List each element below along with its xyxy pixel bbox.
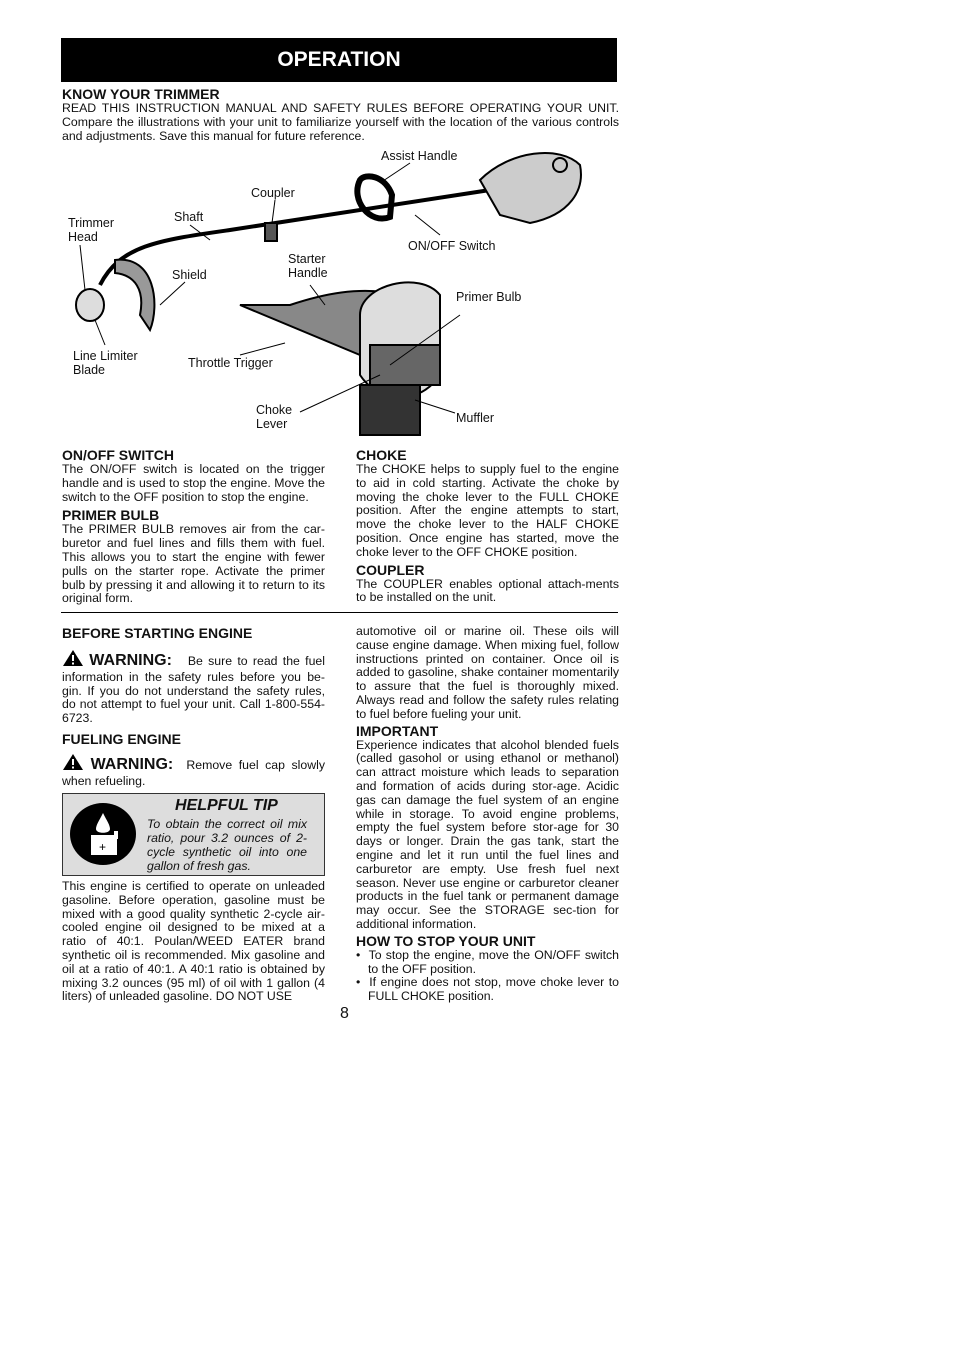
- label-starter-handle: Starter Handle: [288, 252, 328, 280]
- fueling-text: Remove fuel cap slowly when refueling.: [62, 757, 325, 788]
- label-on-off-switch: ON/OFF Switch: [408, 239, 496, 253]
- coupler-heading: COUPLER: [356, 561, 425, 578]
- label-primer-bulb: Primer Bulb: [456, 290, 522, 304]
- choke-heading: CHOKE: [356, 447, 407, 463]
- stop-bullet-text: If engine does not stop, move choke lever to FULL CHOKE position.: [368, 975, 619, 1004]
- trimmer-illustration: [60, 145, 620, 445]
- stop-heading: HOW TO STOP YOUR UNIT: [356, 932, 536, 949]
- important-text: Experience indicates that alcohol blended fuels (called gasohol or using ethanol or methanol) can attract moisture which leads to separation and formation of acids during stor-age. Acidic gas can damage the fuel system of an engine while in storage. To avoid engine problems, empty the fuel system before stor-age for 30 days or longer. Drain the gas tank, start the engine and let it run until the fuel lines and carburetor are empty. Use fresh fuel next season. Never use engine or carburetor cleaner products in the fuel tank or permanent damage may occur. See the STORAGE sec-tion for additional information.: [356, 737, 619, 931]
- know-your-trimmer-section: [62, 86, 619, 143]
- stop-bullet: • To stop the engine, move the ON/OFF switch to the OFF position.: [356, 947, 619, 976]
- label-shield: Shield: [172, 268, 207, 282]
- left-column-upper: [62, 447, 325, 606]
- primer-text: The PRIMER BULB removes air from the car-buretor and fuel lines and fills them with fuel. This allows you to start the engine with fewer pulls on the starter rope. Activate the primer bulb by pressing it and allowing it to return to its original form.: [62, 522, 325, 606]
- onoff-text: The ON/OFF switch is located on the trigger handle and is used to stop the engine. Move the switch to the OFF position to stop the engine.: [62, 462, 325, 504]
- label-line-limiter-blade: Line Limiter Blade: [73, 349, 138, 377]
- fueling-heading: FUELING ENGINE: [62, 730, 182, 747]
- engine-text: This engine is certified to operate on unleaded gasoline. Before operation, gasoline must be mixed with a good quality synthetic 2-cycle air-cooled engine oil designed to be mixed at a ratio of 40:1. Poulan/WEED EATER brand synthetic oil is recommended. Mix gasoline and oil at a ratio of 40:1. A 40:1 ratio is obtained by mixing 3.2 ounces (95 ml) of oil with 1 gallon (4 liters) of unleaded gasoline. DO NOT USE: [62, 879, 325, 1004]
- coupler-text: The COUPLER enables optional attach-ments to be installed on the unit.: [356, 576, 619, 605]
- label-coupler: Coupler: [251, 186, 295, 200]
- stop-bullet: • If engine does not stop, move choke lever to FULL CHOKE position.: [356, 975, 619, 1004]
- choke-text: The CHOKE helps to supply fuel to the engine to aid in cold starting. Activate the choke by moving the choke lever to the FULL CHOKE position. After the engine attempts to start, move the choke lever to the HALF CHOKE position. Once engine has started, move the choke lever to the OFF CHOKE position.: [356, 462, 619, 559]
- warning-label: WARNING:: [90, 755, 174, 773]
- label-assist-handle: Assist Handle: [381, 149, 458, 163]
- know-heading: KNOW YOUR TRIMMER: [62, 86, 220, 102]
- label-muffler: Muffler: [456, 411, 494, 425]
- fuel-can-icon: [68, 801, 138, 872]
- primer-heading: PRIMER BULB: [62, 507, 160, 524]
- engine-text-continued: automotive oil or marine oil. These oils will cause engine damage. When mixing fuel, follow instructions printed on container. Once oil is added to gasoline, shake container momentarily to assure that the fuel is thoroughly mixed. Always read and follow the safety rules relating to fuel before fueling your unit.: [356, 624, 619, 721]
- fueling-warning: [62, 753, 325, 789]
- warning-icon: [62, 649, 84, 671]
- right-column-lower: [356, 625, 619, 1004]
- tip-text: To obtain the correct oil mix ratio, pour 3.2 ounces of 2-cycle synthetic oil into one gallon of fresh gas.: [147, 817, 307, 873]
- important-heading: IMPORTANT: [356, 722, 439, 739]
- left-column-lower: [62, 625, 325, 789]
- label-trimmer-head: Trimmer Head: [68, 216, 115, 244]
- right-column-upper: [356, 447, 619, 605]
- warning-label: WARNING:: [89, 652, 172, 669]
- page-title: OPERATION: [277, 48, 401, 71]
- label-throttle-trigger: Throttle Trigger: [188, 356, 273, 370]
- trimmer-diagram: [60, 145, 620, 445]
- warning-icon: [62, 753, 84, 775]
- svg-text:+: +: [99, 840, 107, 854]
- section-banner: [61, 38, 617, 82]
- before-warning: [62, 649, 325, 726]
- onoff-heading: ON/OFF SWITCH: [62, 447, 174, 463]
- tip-title: HELPFUL TIP: [175, 797, 278, 814]
- label-shaft: Shaft: [174, 210, 204, 224]
- know-text: READ THIS INSTRUCTION MANUAL AND SAFETY RULES BEFORE OPERATING YOUR UNIT. Compare the illustrations with your unit to familiarize yourself with the location of the various controls and adjustments. Save this manual for future reference.: [62, 101, 619, 143]
- before-text: Be sure to read the fuel information in the safety rules before you be-gin. If you do not understand the safety rules, do not attempt to fuel your unit. Call 1-800-554-6723.: [62, 654, 325, 726]
- engine-text-block: [62, 880, 325, 1004]
- label-choke-lever: Choke Lever: [256, 403, 293, 431]
- stop-bullet-text: To stop the engine, move the ON/OFF switch to the OFF position.: [368, 947, 619, 976]
- divider: [61, 612, 618, 613]
- page-number: 8: [340, 1005, 349, 1022]
- before-heading: BEFORE STARTING ENGINE: [62, 625, 253, 641]
- helpful-tip-box: [62, 793, 325, 876]
